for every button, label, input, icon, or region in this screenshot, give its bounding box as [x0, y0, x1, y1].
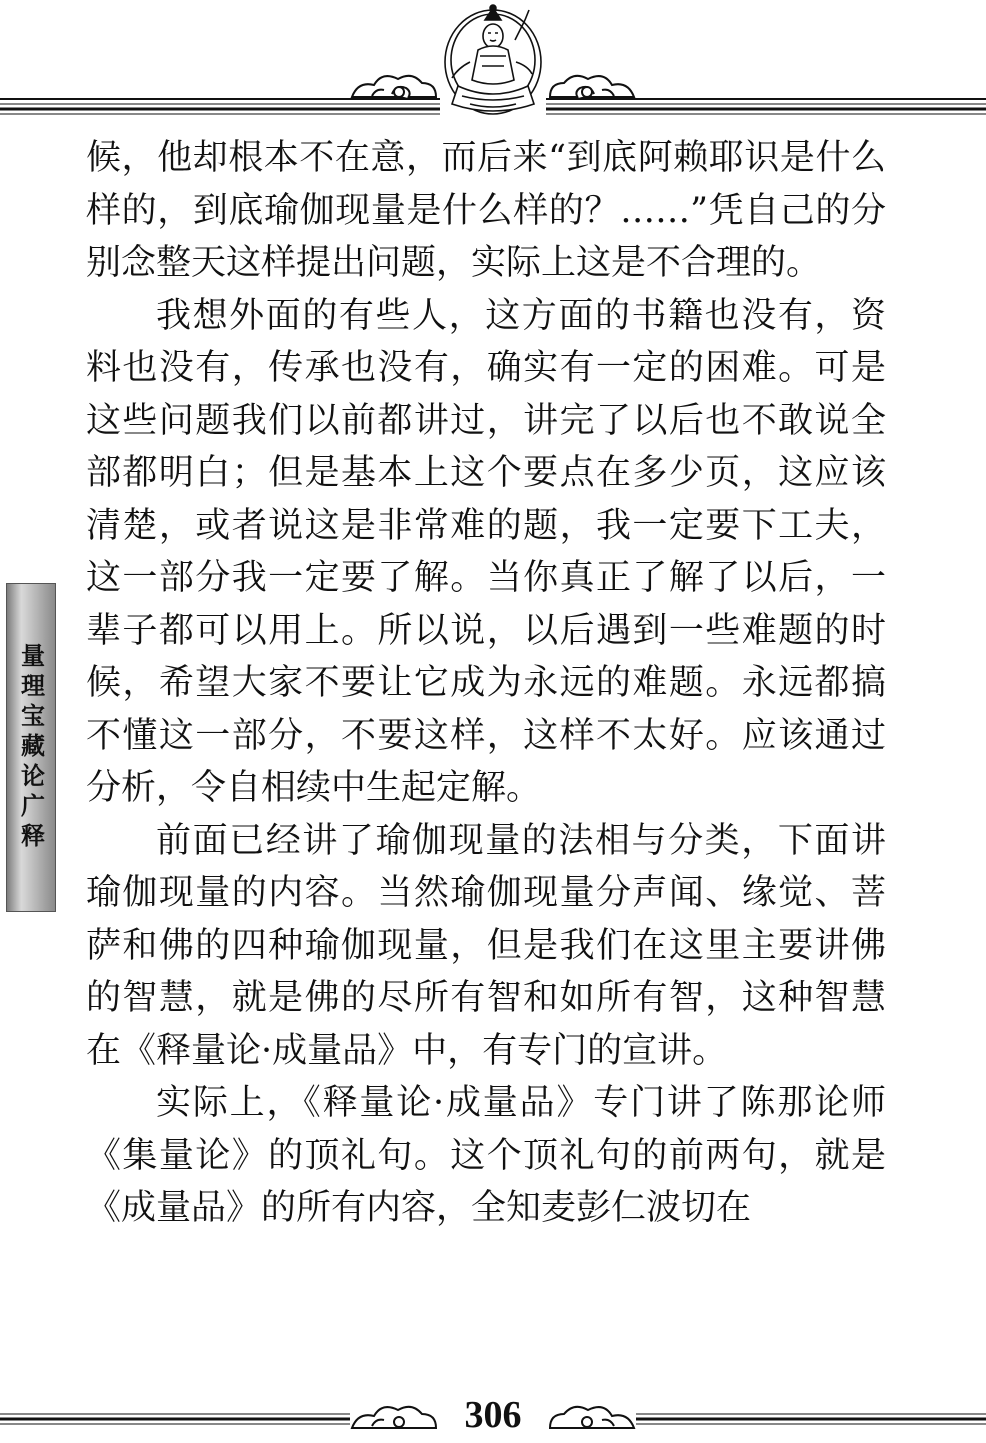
deity-figure-icon [445, 5, 541, 114]
paragraph: 候，他却根本不在意，而后来“到底阿赖耶识是什么样的，到底瑜伽现量是什么样的？……”凭自己的分别念整天这样提出问题，实际上这是不合理的。 [86, 138, 886, 283]
page-number: 306 [464, 1394, 522, 1436]
paragraph: 我想外面的有些人，这方面的书籍也没有，资料也没有，传承也没有，确实有一定的困难。可是这些问题我们以前都讲过，讲完了以后也不敢说全部都明白；但是基本上这个要点在多少页，这应该清楚，或者说这是非常难的题，我一定要下工夫，这一部分我一定要了解。当你真正了解了以后，一辈子都可以用上。所以说，以后遇到一些难题的时候，希望大家不要让它成为永远的难题。永远都搞不懂这一部分，不要这样，这样不太好。应该通过分析，令自相续中生起定解。 [86, 295, 886, 808]
cloud-scroll-icon [550, 76, 634, 98]
header-ornament [0, 0, 986, 122]
cloud-scroll-icon [352, 76, 436, 98]
body-text [86, 132, 886, 1235]
cloud-scroll-icon [352, 1407, 436, 1428]
book-title-vertical: 量理宝藏论广释 [16, 642, 46, 853]
paragraph: 实际上，《释量论·成量品》专门讲了陈那论师《集量论》的顶礼句。这个顶礼句的前两句，就是《成量品》的所有内容，全知麦彭仁波切在 [86, 1083, 886, 1228]
paragraph: 前面已经讲了瑜伽现量的法相与分类，下面讲瑜伽现量的内容。当然瑜伽现量分声闻、缘觉、菩萨和佛的四种瑜伽现量，但是我们在这里主要讲佛的智慧，就是佛的尽所有智和如所有智，这种智慧在《释量论·成量品》中，有专门的宣讲。 [86, 820, 886, 1071]
side-tab [6, 583, 56, 912]
cloud-scroll-icon [550, 1407, 634, 1428]
